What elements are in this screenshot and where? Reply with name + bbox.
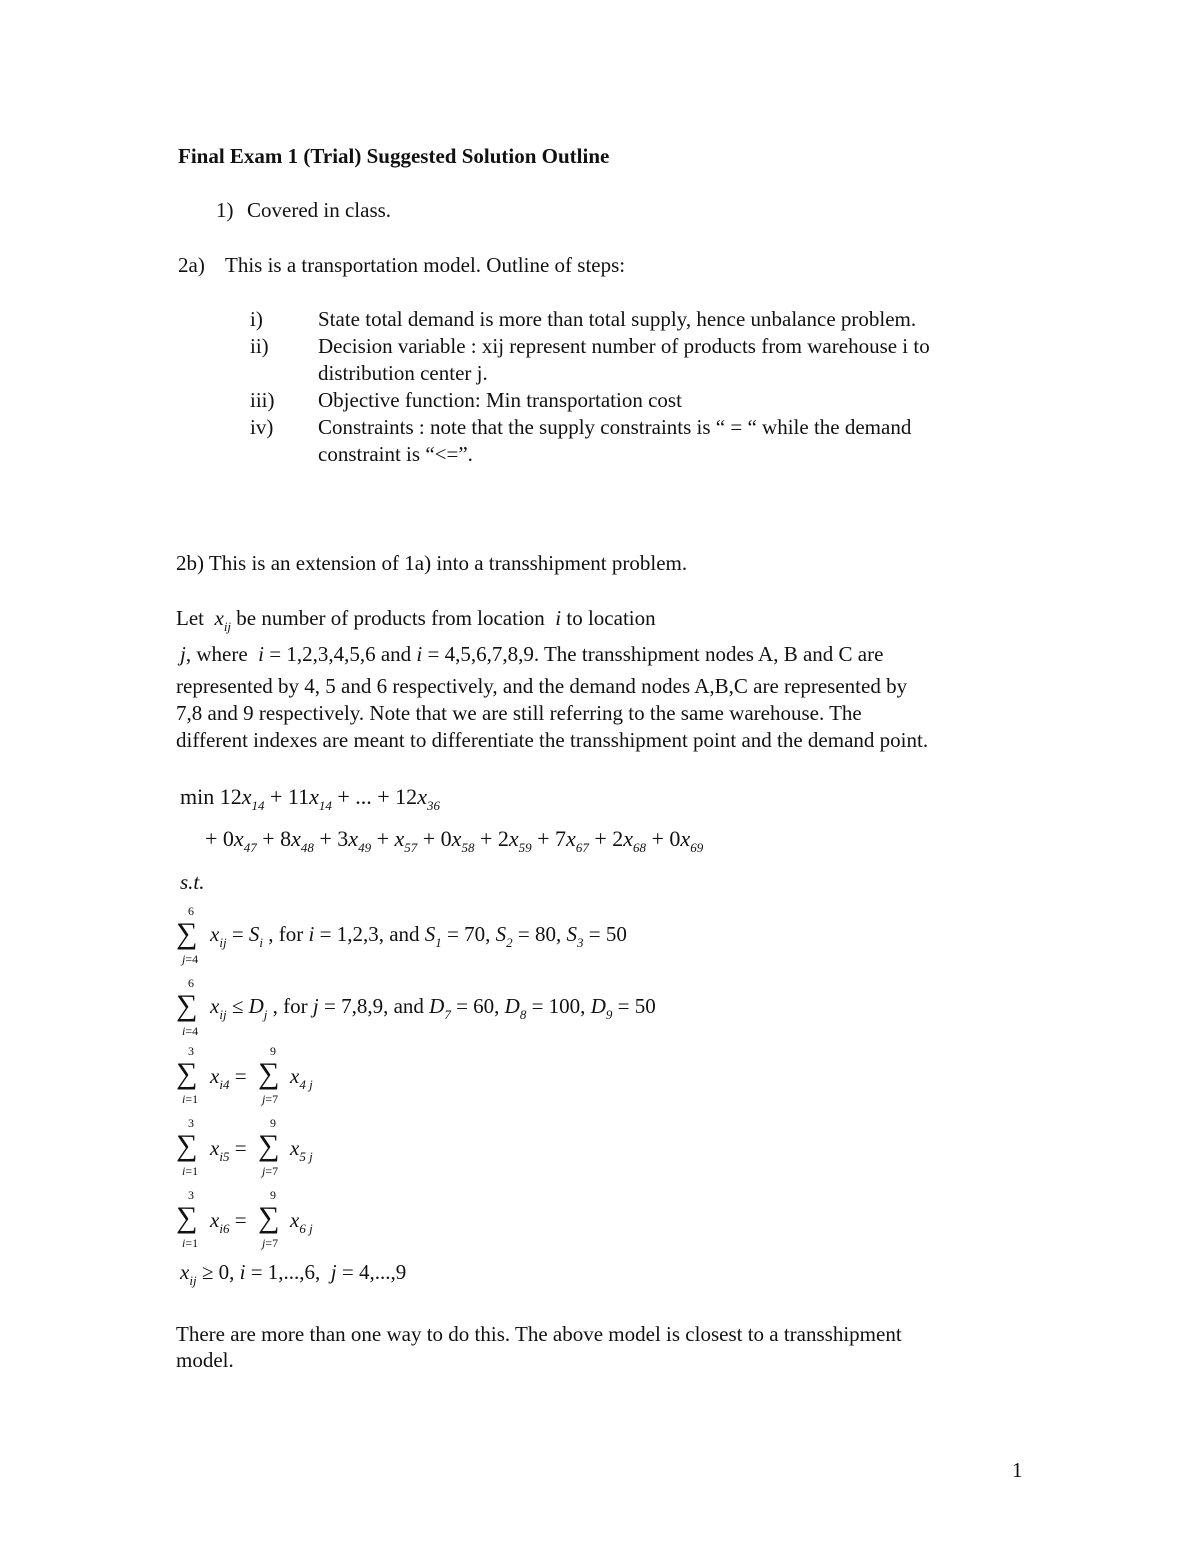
step-iii-text: Objective function: Min transportation cost [318,388,682,412]
demand-constraint-text: $x_{ij} \le D_j$ , for j = 7,8,9, and $D_7 = 60$, $D_8 = 100$, $D_9 = 50$ [210,994,656,1022]
balance-node-6-lhs: $x_{i6}$ = [210,1208,247,1236]
sigma-icon: ∑ [176,1057,198,1090]
where-line: j, where i = 1,2,3,4,5,6 and i = 4,5,6,7,8,9. The transshipment nodes A, B and C are [180,642,884,666]
demand-constraint: 6 ∑ i=4 [176,976,199,1038]
balance-node-6-rhs-term: $x_{6 j}$ [290,1208,313,1236]
step-iv-text-line1: Constraints : note that the supply constraints is “ = “ while the demand [318,415,912,439]
supply-constraint-text: $x_{ij} = S_i$ , for i = 1,2,3, and $S_1 = 70$, $S_2 = 80$, $S_3 = 50$ [210,922,627,950]
para-line-1: represented by 4, 5 and 6 respectively, and the demand nodes A,B,C are represented by [176,674,908,698]
balance-node-5: 3 ∑ i=1 [176,1116,199,1178]
let-line: Let $x_{ij}$ be number of products from location i to location [176,606,656,634]
balance-node-5-rhs-term: $x_{5 j}$ [290,1136,313,1164]
objective-line-1: $\min 12x_{14} + 11x_{14}$ + ... + $12x_{36}$ [180,784,440,813]
sigma-icon: ∑ [176,1129,198,1162]
supply-constraint: 6 ∑ j=4 [176,904,199,966]
page-title: Final Exam 1 (Trial) Suggested Solution Outline [178,144,610,168]
q1-text: Covered in class. [247,198,392,222]
sigma-icon: ∑ [258,1057,280,1090]
sigma-icon: ∑ [176,1201,198,1234]
q2a-text: This is a transportation model. Outline of steps: [225,253,626,277]
sigma-icon: ∑ [258,1201,280,1234]
para-line-3: different indexes are meant to differentiate the transshipment point and the demand point. [176,728,929,752]
balance-node-5-rhs: 9 ∑ j=7 [258,1116,280,1178]
where-rest: . The transshipment nodes A, B and C are [533,642,884,666]
balance-node-4: 3 ∑ i=1 [176,1044,199,1106]
subject-to-label: s.t. [180,870,205,894]
min-label: min [180,784,215,809]
balance-node-4-rhs-term: $x_{4 j}$ [290,1064,313,1092]
step-ii-text-line2: distribution center j. [318,361,488,385]
para-line-2: 7,8 and 9 respectively. Note that we are still referring to the same warehouse. The [176,701,862,725]
sigma-icon: ∑ [176,989,198,1022]
balance-node-4-lhs: $x_{i4}$ = [210,1064,247,1092]
balance-node-6: 3 ∑ i=1 [176,1188,199,1250]
closing-line-1: There are more than one way to do this. The above model is closest to a transshipment [176,1322,902,1346]
step-i-text: State total demand is more than total supply, hence unbalance problem. [318,307,917,331]
balance-node-4-rhs: 9 ∑ j=7 [258,1044,280,1106]
let-word: Let [176,606,204,630]
step-iii-number: iii) [250,388,275,412]
page-number: 1 [1012,1458,1023,1482]
xij-symbol: $x_{ij}$ [209,606,232,634]
sigma-icon: ∑ [258,1129,280,1162]
nonnegativity-constraint: $x_{ij} \ge 0$, i = 1,...,6, j = 4,...,9 [180,1260,407,1288]
objective-line-2: + $0x_{47} + 8x_{48} + 3x_{49} + x_{57} + 0x_{58} + 2x_{59} + 7x_{67} + 2x_{68} + 0x_{69}$ [205,826,704,855]
balance-node-6-rhs: 9 ∑ j=7 [258,1188,280,1250]
where-i-values: = 1,2,3,4,5,6 [269,642,376,666]
step-ii-text-line1: Decision variable : xij represent number of products from warehouse i to [318,334,930,358]
q2a-number: 2a) [178,253,205,277]
step-iv-number: iv) [250,415,274,439]
step-ii-number: ii) [250,334,269,358]
q2b-heading: 2b) This is an extension of 1a) into a transshipment problem. [176,551,688,575]
let-middle: be number of products from location [236,606,545,630]
closing-line-2: model. [176,1348,234,1372]
step-i-number: i) [250,307,263,331]
where-and: and [380,642,412,666]
balance-node-5-lhs: $x_{i5}$ = [210,1136,247,1164]
where-j-values: = 4,5,6,7,8,9 [427,642,534,666]
sigma-icon: ∑ [176,917,198,950]
q1-number: 1) [216,198,234,222]
let-end: to location [566,606,656,630]
step-iv-text-line2: constraint is “<=”. [318,442,473,466]
where-word: , where [185,642,248,666]
